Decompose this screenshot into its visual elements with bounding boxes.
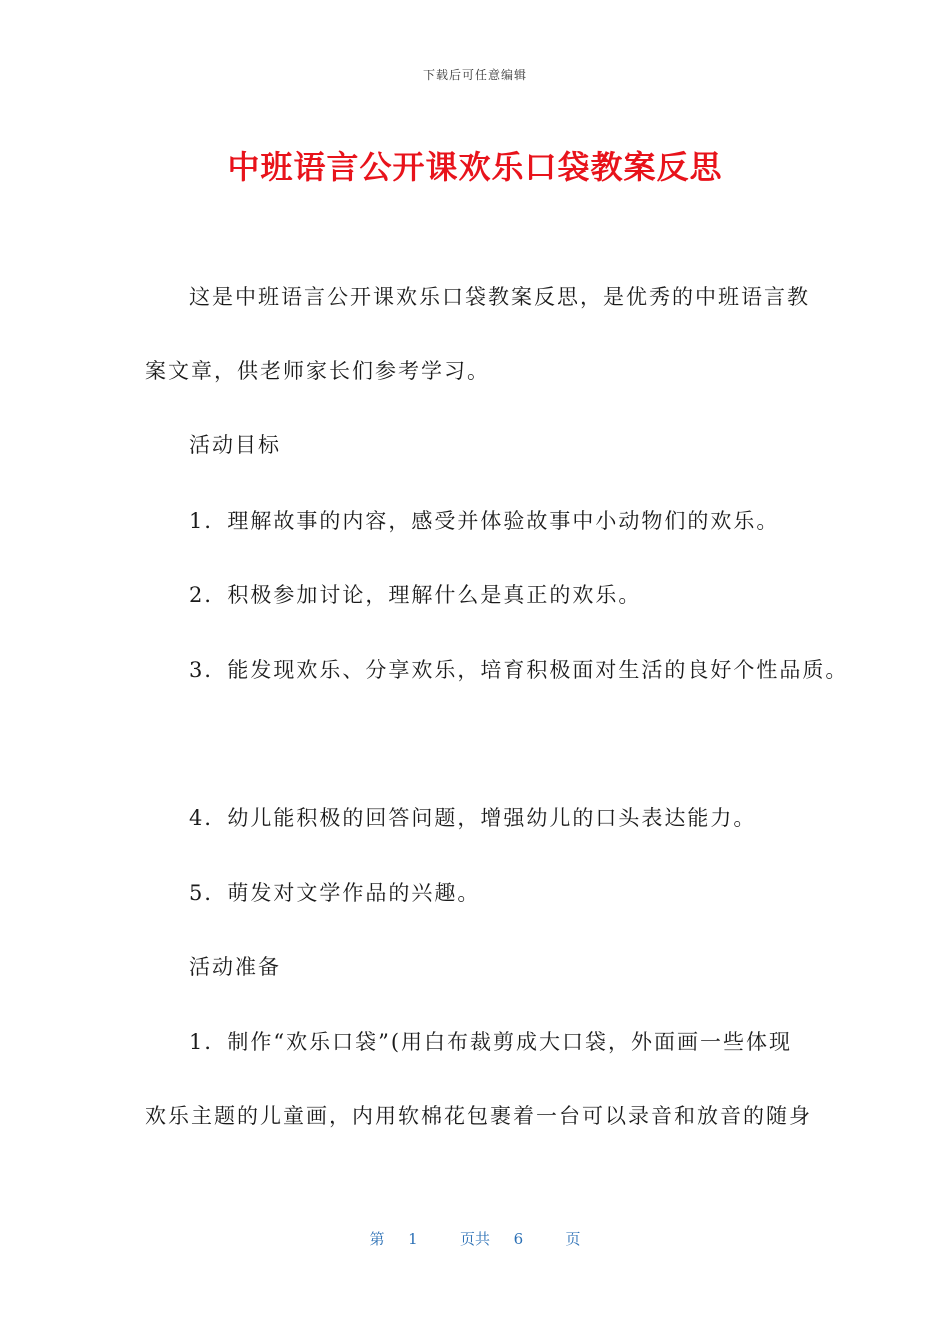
goal-item-1: 1．理解故事的内容，感受并体验故事中小动物们的欢乐。	[189, 509, 780, 533]
preparation-line-1: 1．制作“欢乐口袋”(用白布裁剪成大口袋，外面画一些体现	[189, 1030, 793, 1054]
footer-prefix: 第	[369, 1230, 385, 1248]
preparation-line-2: 欢乐主题的儿童画，内用软棉花包裹着一台可以录音和放音的随身	[145, 1104, 812, 1128]
goal-item-2: 2．积极参加讨论，理解什么是真正的欢乐。	[189, 583, 642, 607]
footer-mid: 页共	[459, 1230, 490, 1248]
goal-item-3: 3．能发现欢乐、分享欢乐，培育积极面对生活的良好个性品质。	[189, 658, 849, 682]
goal-item-5: 5．萌发对文学作品的兴趣。	[189, 881, 481, 905]
section-heading-preparation: 活动准备	[189, 955, 281, 979]
page-footer	[0, 1228, 950, 1249]
document-title: 中班语言公开课欢乐口袋教案反思	[227, 148, 723, 186]
footer-page-number: 1	[408, 1230, 418, 1248]
intro-line-2: 案文章，供老师家长们参考学习。	[145, 359, 490, 383]
footer-total-pages: 6	[513, 1230, 524, 1248]
footer-suffix: 页	[565, 1230, 581, 1248]
intro-line-1: 这是中班语言公开课欢乐口袋教案反思，是优秀的中班语言教	[189, 285, 810, 309]
header-note: 下载后可任意编辑	[422, 68, 527, 82]
section-heading-goals: 活动目标	[189, 433, 281, 457]
goal-item-4: 4．幼儿能积极的回答问题，增强幼儿的口头表达能力。	[189, 806, 757, 830]
